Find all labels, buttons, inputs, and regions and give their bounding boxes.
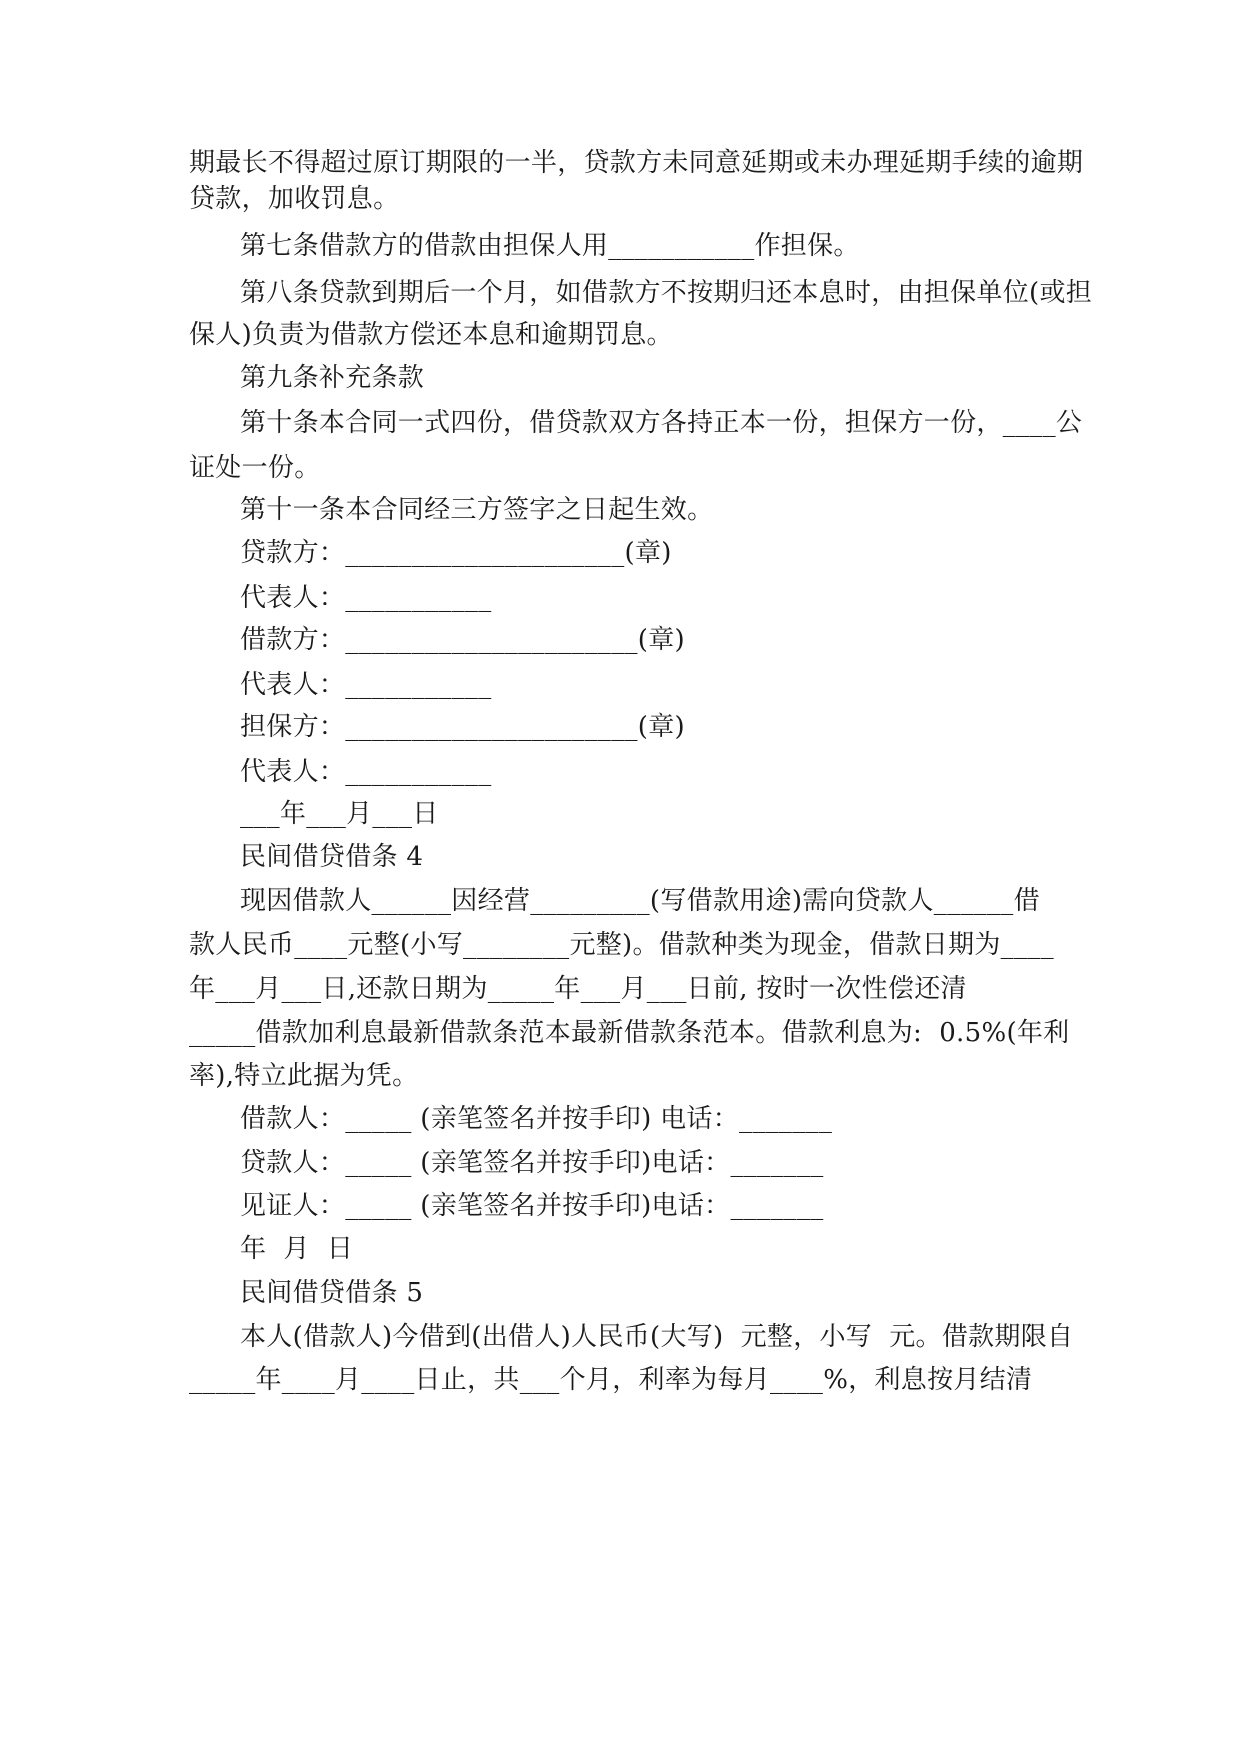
text-line: 第九条补充条款 [240,363,425,393]
signature-line: 代表人：___________ [240,757,492,787]
section-heading: 民间借贷借条 4 [240,842,424,872]
text-line: 款人民币____元整(小写________元整)。借款种类为现金，借款日期为____ [189,930,1054,960]
date-line: ___年___月___日 [240,799,439,829]
signature-line: 借款人：_____ (亲笔签名并按手印) 电话：_______ [240,1104,833,1134]
signature-line: 见证人：_____ (亲笔签名并按手印)电话：_______ [240,1191,824,1221]
text-line: 第十条本合同一式四份，借贷款双方各持正本一份，担保方一份，____公 [240,408,1083,438]
signature-line: 担保方：______________________(章) [240,712,685,742]
signature-line: 借款方：______________________(章) [240,625,685,655]
text-line: 现因借款人______因经营_________(写借款用途)需向贷款人______借 [240,886,1040,916]
text-line: 年___月___日,还款日期为_____年___月___日前, 按时一次性偿还清 [189,974,967,1004]
text-line: 第十一条本合同经三方签字之日起生效。 [240,495,714,525]
text-line: 保人)负责为借款方偿还本息和逾期罚息。 [189,320,673,350]
text-line: 第八条贷款到期后一个月，如借款方不按期归还本息时，由担保单位(或担 [240,278,1093,308]
signature-line: 代表人：___________ [240,670,492,700]
text-line: 本人(借款人)今借到(出借人)人民币(大写) 元整，小写 元。借款期限自 [240,1322,1074,1352]
signature-line: 贷款方：_____________________(章) [240,538,672,568]
signature-line: 代表人：___________ [240,583,492,613]
section-heading: 民间借贷借条 5 [240,1278,424,1308]
signature-line: 贷款人：_____ (亲笔签名并按手印)电话：_______ [240,1148,824,1178]
text-line: 第七条借款方的借款由担保人用___________作担保。 [240,231,860,261]
date-line: 年 月 日 [240,1234,354,1264]
text-line: 期最长不得超过原订期限的一半，贷款方未同意延期或未办理延期手续的逾期 [189,148,1084,178]
text-line: 贷款，加收罚息。 [189,184,400,214]
text-line: _____年____月____日止，共___个月，利率为每月____%，利息按月结清 [189,1365,1033,1395]
text-line: 证处一份。 [189,453,321,483]
text-line: _____借款加利息最新借款条范本最新借款条范本。借款利息为: 0.5%(年利 [189,1018,1070,1048]
text-line: 率),特立此据为凭。 [189,1061,419,1091]
